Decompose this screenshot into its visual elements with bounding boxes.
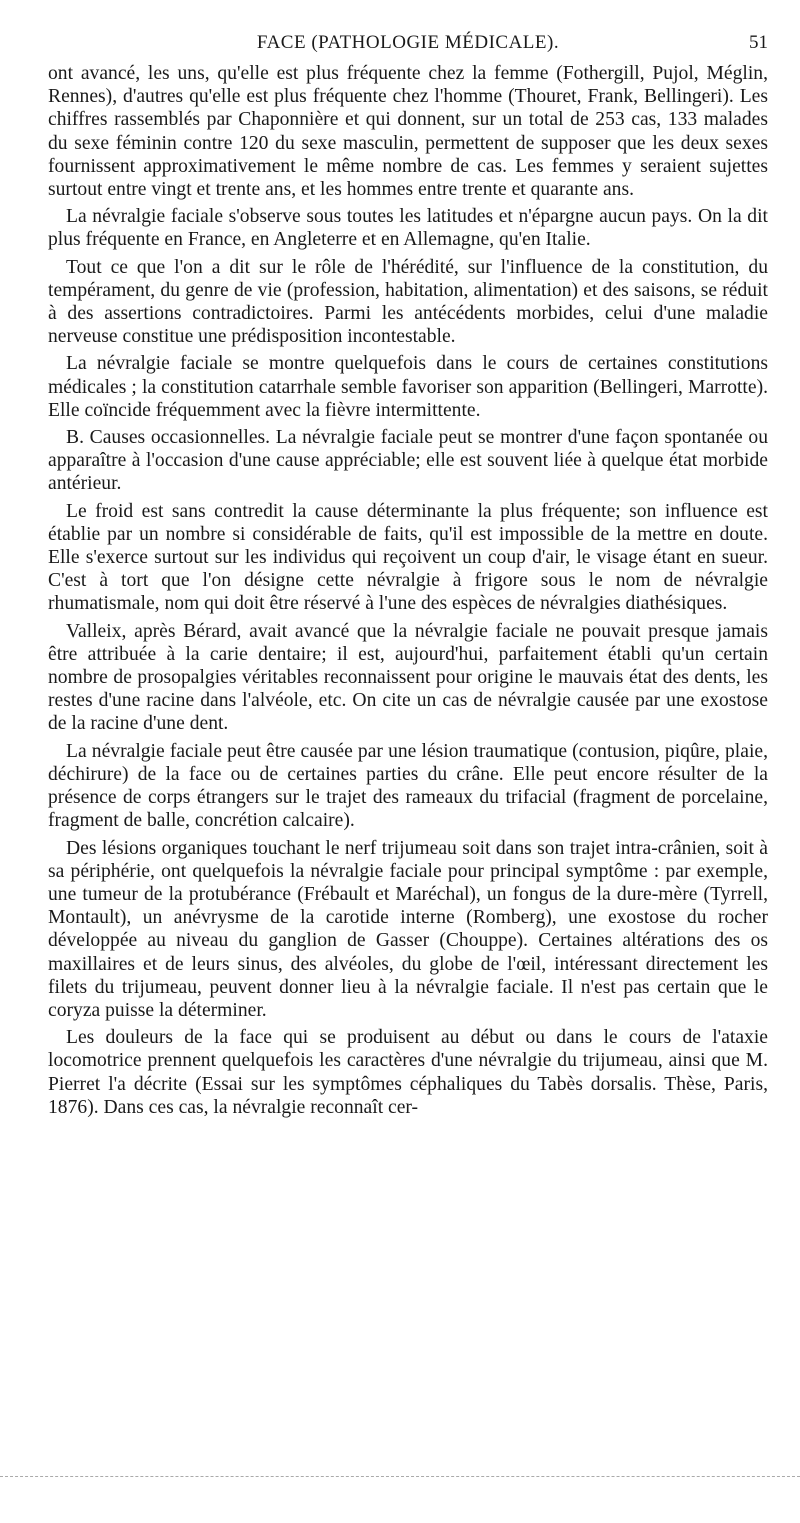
paragraph: La névralgie faciale s'observe sous toutes les latitudes et n'épargne aucun pays. On la dit plus fréquente en France, en Angleterre et en Allemagne, qu'en Italie.: [48, 206, 768, 251]
page-number: 51: [749, 32, 768, 53]
running-head: [48, 28, 768, 58]
paragraph: Des lésions organiques touchant le nerf trijumeau soit dans son trajet intra-crânien, soit à sa périphérie, ont quelquefois la névralgie faciale pour principal symptôme : par exemple, une tumeur de la protubérance (Frébault et Maréchal), un fongus de la dure-mère (Tyrrell, Montault), un anévrysme de la carotide interne (Romberg), une exostose du rocher développée au niveau du ganglion de Gasser (Chouppe). Certaines altérations des os maxillaires et de leurs sinus, des alvéoles, du globe de l'œil, intéressant directement les filets du trijumeau, peuvent donner lieu à la névralgie faciale. Il n'est pas certain que le coryza puisse la déterminer.: [48, 837, 768, 1021]
paragraph: Tout ce que l'on a dit sur le rôle de l'hérédité, sur l'influence de la constitution, du tempérament, du genre de vie (profession, habitation, alimentation) et des saisons, se réduit à des assertions contradictoires. Parmi les antécédents morbides, celui d'une maladie nerveuse constitue une prédisposition incontestable.: [48, 256, 768, 348]
paragraph: Le froid est sans contredit la cause déterminante la plus fréquente; son influence est établie par un nombre si considérable de faits, qu'il est impossible de la mettre en doute. Elle s'exerce surtout sur les individus qui reçoivent un coup d'air, le visage étant en sueur. C'est à tort que l'on désigne cette névralgie à frigore sous le nom de névralgie rhumatismale, nom qui doit être réservé à l'une des espèces de névralgies diathésiques.: [48, 500, 768, 615]
paragraph: ont avancé, les uns, qu'elle est plus fréquente chez la femme (Fothergill, Pujol, Méglin, Rennes), d'autres qu'elle est plus fréquente chez l'homme (Thouret, Frank, Bellingeri). Les chiffres rassemblés par Chaponnière et qui donnent, sur un total de 253 cas, 133 malades du sexe féminin contre 120 du sexe masculin, permettent de supposer que les deux sexes fournissent approximativement le même nombre de cas. Les femmes y seraient sujettes surtout entre vingt et trente ans, et les hommes entre trente et quarante ans.: [48, 63, 768, 201]
paragraph: B. Causes occasionnelles. La névralgie faciale peut se montrer d'une façon spontanée ou apparaître à l'occasion d'une cause appréciable; elle est souvent liée à quelque état morbide antérieur.: [48, 427, 768, 495]
running-title: FACE (PATHOLOGIE MÉDICALE).: [256, 32, 560, 53]
paragraph: Les douleurs de la face qui se produisent au début ou dans le cours de l'ataxie locomotrice prennent quelquefois les caractères d'une névralgie du trijumeau, ainsi que M. Pierret l'a décrite (Essai sur les symptômes céphaliques du Tabès dorsalis. Thèse, Paris, 1876). Dans ces cas, la névralgie reconnaît cer-: [48, 1027, 768, 1118]
bottom-scan-artifact: [0, 1476, 800, 1477]
paragraph: Valleix, après Bérard, avait avancé que la névralgie faciale ne pouvait presque jamais être attribuée à la carie dentaire; il est, aujourd'hui, parfaitement établi qu'un certain nombre de prosopalgies véritables reconnaissent pour origine le mauvais état des dents, les restes d'une racine dans l'alvéole, etc. On cite un cas de névralgie causée par une exostose de la racine d'une dent.: [48, 620, 768, 735]
paragraph: La névralgie faciale se montre quelquefois dans le cours de certaines constitutions médicales ; la constitution catarrhale semble favoriser son apparition (Bellingeri, Marrotte). Elle coïncide fréquemment avec la fièvre intermittente.: [48, 353, 768, 421]
body-text: [48, 62, 768, 1123]
paragraph: La névralgie faciale peut être causée par une lésion traumatique (contusion, piqûre, plaie, déchirure) de la face ou de certaines parties du crâne. Elle peut encore résulter de la présence de corps étrangers sur le trajet des rameaux du trifacial (fragment de porcelaine, fragment de balle, concrétion calcaire).: [48, 740, 768, 832]
